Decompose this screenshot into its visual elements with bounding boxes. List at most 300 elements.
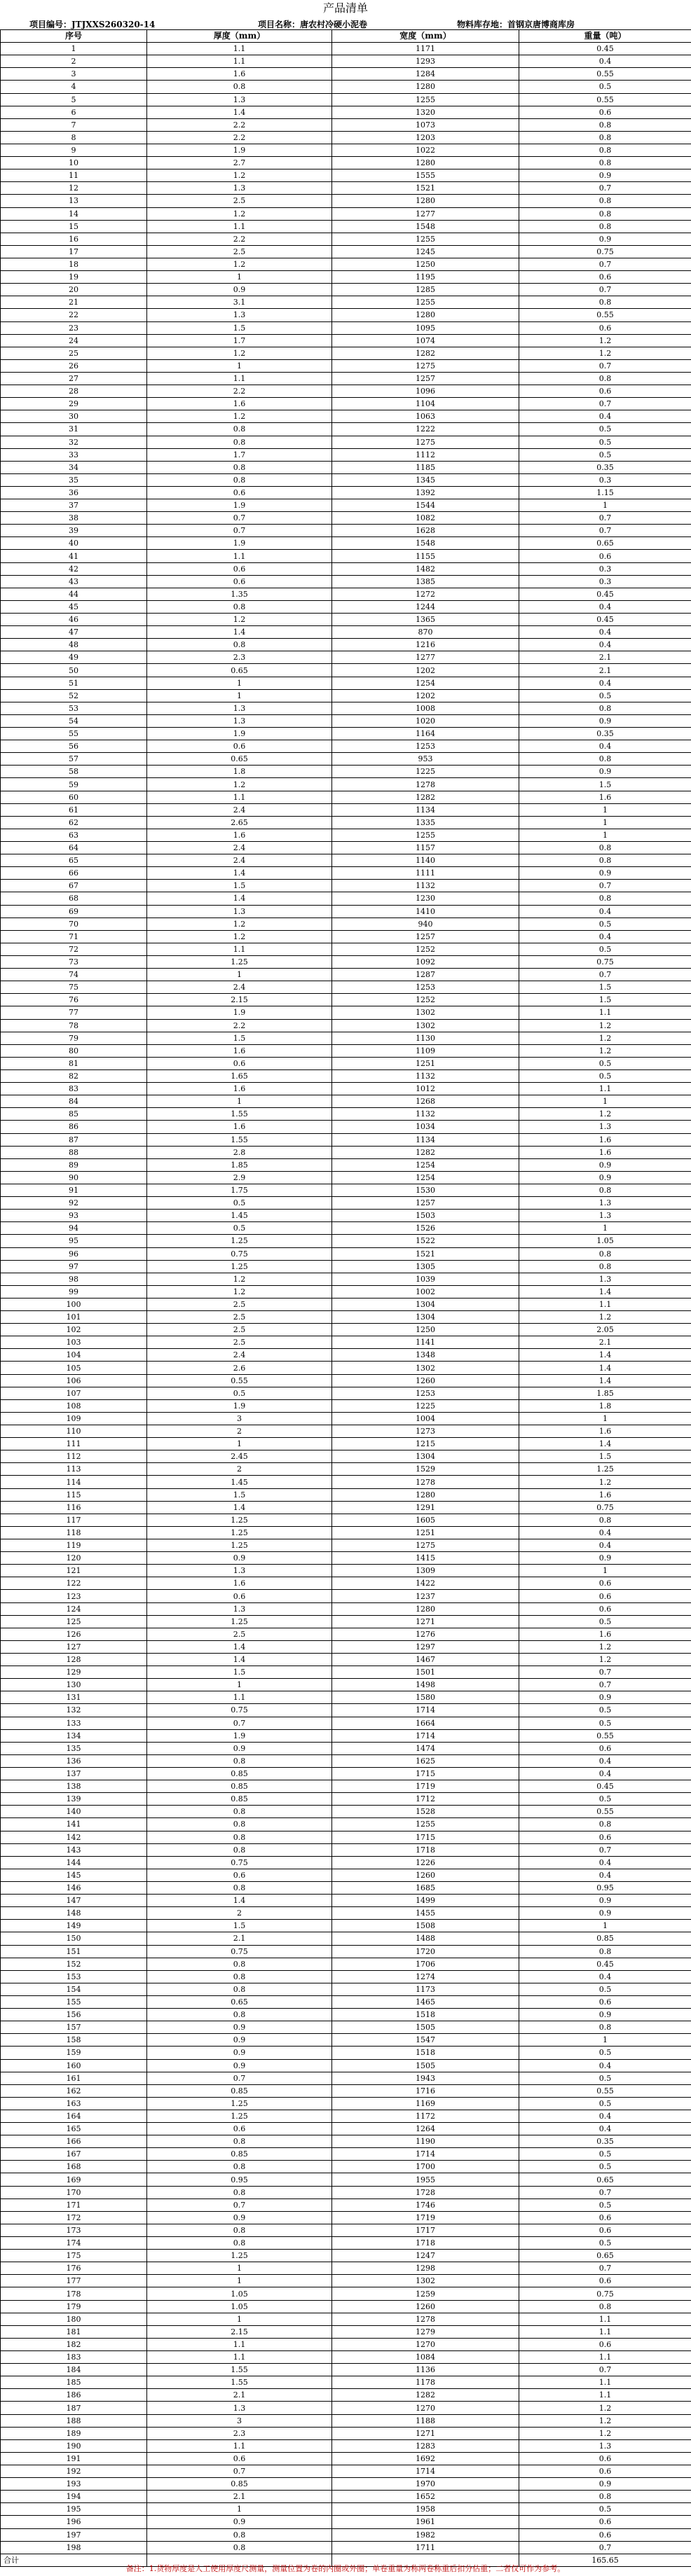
cell-width: 1082 <box>332 512 519 525</box>
cell-thickness: 1.2 <box>147 917 332 930</box>
table-row <box>1 2198 691 2211</box>
cell-weight: 0.9 <box>519 2478 691 2491</box>
cell-weight: 0.7 <box>519 1679 691 1691</box>
cell-width: 1270 <box>332 2338 519 2350</box>
cell-width: 1169 <box>332 2097 519 2110</box>
project-info-row <box>0 17 691 29</box>
cell-thickness: 1 <box>147 2503 332 2516</box>
cell-index: 193 <box>1 2478 147 2491</box>
cell-index: 62 <box>1 816 147 829</box>
cell-width: 1274 <box>332 1970 519 1983</box>
cell-width: 1284 <box>332 68 519 81</box>
cell-weight: 1.2 <box>519 2427 691 2439</box>
cell-thickness: 1.25 <box>147 955 332 968</box>
cell-weight: 1.2 <box>519 1108 691 1121</box>
cell-index: 111 <box>1 1438 147 1450</box>
cell-width: 1260 <box>332 2300 519 2313</box>
cell-width: 1465 <box>332 1995 519 2008</box>
cell-thickness: 0.85 <box>147 2148 332 2161</box>
table-row <box>1 81 691 93</box>
table-row <box>1 1552 691 1565</box>
cell-weight: 0.8 <box>519 220 691 233</box>
cell-weight: 0.6 <box>519 1831 691 1843</box>
cell-index: 197 <box>1 2528 147 2541</box>
cell-index: 189 <box>1 2427 147 2439</box>
cell-weight: 0.55 <box>519 2084 691 2097</box>
cell-thickness: 0.75 <box>147 1247 332 1260</box>
cell-width: 1172 <box>332 2110 519 2122</box>
table-row <box>1 2465 691 2478</box>
cell-index: 20 <box>1 284 147 296</box>
cell-thickness: 1.1 <box>147 372 332 385</box>
table-row <box>1 626 691 639</box>
cell-index: 155 <box>1 1995 147 2008</box>
cell-weight: 0.6 <box>519 271 691 284</box>
cell-width: 1955 <box>332 2173 519 2186</box>
cell-thickness: 0.8 <box>147 2528 332 2541</box>
cell-index: 81 <box>1 1057 147 1069</box>
cell-width: 1410 <box>332 905 519 917</box>
table-row <box>1 2287 691 2300</box>
cell-thickness: 0.65 <box>147 753 332 766</box>
cell-index: 71 <box>1 930 147 943</box>
cell-thickness: 0.9 <box>147 2211 332 2224</box>
table-row <box>1 321 691 334</box>
cell-width: 1720 <box>332 1945 519 1958</box>
cell-thickness: 0.7 <box>147 512 332 525</box>
cell-width: 1309 <box>332 1565 519 1577</box>
cell-index: 15 <box>1 220 147 233</box>
cell-weight: 0.6 <box>519 2275 691 2287</box>
table-row <box>1 2427 691 2439</box>
cell-weight: 1.1 <box>519 2351 691 2364</box>
cell-index: 56 <box>1 740 147 753</box>
cell-weight: 0.35 <box>519 461 691 473</box>
cell-index: 108 <box>1 1399 147 1412</box>
table-row <box>1 398 691 410</box>
table-row <box>1 1754 691 1767</box>
cell-index: 174 <box>1 2237 147 2250</box>
cell-width: 1104 <box>332 398 519 410</box>
cell-index: 161 <box>1 2072 147 2084</box>
cell-width: 1022 <box>332 144 519 156</box>
cell-thickness: 0.9 <box>147 2059 332 2072</box>
cell-weight: 0.5 <box>519 2503 691 2516</box>
cell-index: 112 <box>1 1450 147 1463</box>
cell-thickness: 1.5 <box>147 1032 332 1044</box>
cell-index: 147 <box>1 1895 147 1907</box>
cell-weight: 0.65 <box>519 2250 691 2262</box>
cell-thickness: 1.5 <box>147 1488 332 1501</box>
cell-weight: 0.7 <box>519 2186 691 2198</box>
table-row <box>1 43 691 55</box>
cell-index: 4 <box>1 81 147 93</box>
cell-thickness: 2.7 <box>147 157 332 169</box>
cell-thickness: 0.85 <box>147 1767 332 1780</box>
cell-weight: 0.55 <box>519 68 691 81</box>
cell-weight: 0.8 <box>519 854 691 867</box>
cell-thickness: 1.9 <box>147 1729 332 1742</box>
table-row <box>1 1108 691 1121</box>
cell-index: 177 <box>1 2275 147 2287</box>
cell-thickness: 1.1 <box>147 55 332 68</box>
cell-index: 169 <box>1 2173 147 2186</box>
cell-weight: 2.1 <box>519 651 691 664</box>
cell-thickness: 1.5 <box>147 880 332 892</box>
table-row <box>1 1970 691 1983</box>
cell-thickness: 1.3 <box>147 182 332 195</box>
cell-thickness: 2.45 <box>147 1450 332 1463</box>
cell-weight: 0.9 <box>519 867 691 880</box>
cell-thickness: 0.6 <box>147 1869 332 1881</box>
cell-weight: 2.05 <box>519 1324 691 1336</box>
cell-thickness: 2.4 <box>147 981 332 994</box>
total-weight: 165.65 <box>519 2554 691 2566</box>
table-row <box>1 867 691 880</box>
cell-thickness: 2.5 <box>147 1336 332 1349</box>
cell-index: 52 <box>1 689 147 702</box>
cell-index: 165 <box>1 2123 147 2135</box>
cell-index: 69 <box>1 905 147 917</box>
table-row <box>1 2148 691 2161</box>
cell-thickness: 1.9 <box>147 537 332 550</box>
cell-width: 1270 <box>332 2402 519 2414</box>
table-row <box>1 829 691 841</box>
cell-index: 10 <box>1 157 147 169</box>
table-row <box>1 1121 691 1133</box>
cell-width: 1278 <box>332 778 519 791</box>
table-row <box>1 2351 691 2364</box>
cell-width: 1251 <box>332 1526 519 1539</box>
cell-thickness: 1.35 <box>147 588 332 600</box>
cell-weight: 0.5 <box>519 2237 691 2250</box>
table-row <box>1 1399 691 1412</box>
cell-thickness: 2.9 <box>147 1171 332 1184</box>
table-row <box>1 2300 691 2313</box>
cell-index: 14 <box>1 207 147 220</box>
table-row <box>1 144 691 156</box>
cell-index: 124 <box>1 1602 147 1615</box>
table-row <box>1 1995 691 2008</box>
cell-weight: 0.9 <box>519 233 691 245</box>
cell-index: 113 <box>1 1463 147 1476</box>
cell-index: 77 <box>1 1006 147 1019</box>
cell-thickness: 1.1 <box>147 791 332 803</box>
cell-thickness: 2.1 <box>147 2491 332 2503</box>
cell-width: 1280 <box>332 81 519 93</box>
cell-width: 870 <box>332 626 519 639</box>
cell-width: 1277 <box>332 207 519 220</box>
cell-weight: 0.8 <box>519 2021 691 2034</box>
cell-width: 1488 <box>332 1932 519 1945</box>
cell-weight: 0.6 <box>519 385 691 398</box>
cell-index: 166 <box>1 2135 147 2148</box>
cell-index: 67 <box>1 880 147 892</box>
table-row <box>1 600 691 613</box>
cell-width: 1264 <box>332 2123 519 2135</box>
table-row <box>1 207 691 220</box>
cell-weight: 0.8 <box>519 131 691 144</box>
cell-thickness: 1.8 <box>147 766 332 778</box>
cell-thickness: 1.3 <box>147 93 332 106</box>
cell-index: 29 <box>1 398 147 410</box>
cell-thickness: 0.8 <box>147 2009 332 2021</box>
cell-width: 1255 <box>332 233 519 245</box>
cell-index: 168 <box>1 2161 147 2173</box>
cell-weight: 0.45 <box>519 43 691 55</box>
cell-thickness: 1 <box>147 271 332 284</box>
cell-width: 1132 <box>332 880 519 892</box>
cell-width: 1530 <box>332 1184 519 1196</box>
cell-weight: 1.2 <box>519 1640 691 1653</box>
table-row <box>1 1958 691 1970</box>
cell-weight: 0.9 <box>519 169 691 182</box>
cell-thickness: 1.9 <box>147 499 332 512</box>
cell-thickness: 1.3 <box>147 702 332 714</box>
cell-width: 1202 <box>332 664 519 677</box>
cell-width: 1715 <box>332 1831 519 1843</box>
table-row <box>1 461 691 473</box>
cell-index: 91 <box>1 1184 147 1196</box>
table-row <box>1 1095 691 1108</box>
cell-weight: 0.9 <box>519 2009 691 2021</box>
cell-thickness: 1.3 <box>147 1565 332 1577</box>
table-row <box>1 220 691 233</box>
cell-weight: 1 <box>519 499 691 512</box>
table-row <box>1 296 691 309</box>
cell-width: 1173 <box>332 1983 519 1995</box>
cell-thickness: 1.75 <box>147 1184 332 1196</box>
cell-index: 106 <box>1 1374 147 1387</box>
header-weight: 重量（吨） <box>519 30 691 43</box>
cell-index: 116 <box>1 1501 147 1514</box>
cell-weight: 0.7 <box>519 969 691 981</box>
cell-thickness: 1 <box>147 359 332 372</box>
cell-thickness: 1.5 <box>147 321 332 334</box>
cell-weight: 0.4 <box>519 1869 691 1881</box>
cell-width: 1518 <box>332 2047 519 2059</box>
table-row <box>1 2224 691 2236</box>
table-row <box>1 766 691 778</box>
cell-width: 1278 <box>332 1476 519 1488</box>
table-row <box>1 1069 691 1082</box>
table-row <box>1 1831 691 1843</box>
cell-thickness: 0.6 <box>147 740 332 753</box>
cell-thickness: 0.5 <box>147 1222 332 1235</box>
table-row <box>1 486 691 499</box>
cell-width: 1185 <box>332 461 519 473</box>
total-label: 合计 <box>1 2554 147 2566</box>
cell-index: 32 <box>1 436 147 448</box>
cell-width: 1505 <box>332 2059 519 2072</box>
table-row <box>1 917 691 930</box>
cell-thickness: 1.6 <box>147 829 332 841</box>
cell-index: 88 <box>1 1146 147 1158</box>
cell-thickness: 2 <box>147 1907 332 1920</box>
cell-weight: 0.6 <box>519 1590 691 1602</box>
table-row <box>1 1032 691 1044</box>
table-row <box>1 2021 691 2034</box>
cell-thickness: 1.2 <box>147 1273 332 1285</box>
cell-weight: 1.4 <box>519 1374 691 1387</box>
cell-weight: 0.7 <box>519 182 691 195</box>
cell-thickness: 0.9 <box>147 1742 332 1754</box>
table-row <box>1 1907 691 1920</box>
cell-weight: 1.2 <box>519 347 691 359</box>
cell-thickness: 1.5 <box>147 1920 332 1932</box>
cell-weight: 0.7 <box>519 525 691 537</box>
cell-weight: 0.9 <box>519 1158 691 1171</box>
cell-thickness: 1.25 <box>147 1260 332 1273</box>
cell-thickness: 0.7 <box>147 525 332 537</box>
cell-weight: 0.4 <box>519 1539 691 1552</box>
cell-thickness: 0.6 <box>147 1057 332 1069</box>
cell-width: 1712 <box>332 1793 519 1806</box>
table-row <box>1 1438 691 1450</box>
cell-weight: 0.75 <box>519 2287 691 2300</box>
cell-weight: 0.7 <box>519 2262 691 2275</box>
table-row <box>1 1006 691 1019</box>
cell-width: 1521 <box>332 1247 519 1260</box>
cell-width: 1255 <box>332 93 519 106</box>
cell-index: 44 <box>1 588 147 600</box>
cell-width: 1320 <box>332 106 519 118</box>
cell-index: 125 <box>1 1615 147 1628</box>
cell-thickness: 1.6 <box>147 1044 332 1057</box>
cell-weight: 0.8 <box>519 1184 691 1196</box>
table-row <box>1 512 691 525</box>
cell-index: 53 <box>1 702 147 714</box>
cell-index: 1 <box>1 43 147 55</box>
cell-thickness: 2.5 <box>147 1628 332 1640</box>
cell-weight: 0.4 <box>519 1856 691 1869</box>
cell-thickness: 1.3 <box>147 905 332 917</box>
cell-index: 57 <box>1 753 147 766</box>
cell-weight: 0.5 <box>519 1793 691 1806</box>
cell-index: 12 <box>1 182 147 195</box>
table-row <box>1 1577 691 1590</box>
cell-index: 128 <box>1 1654 147 1666</box>
cell-thickness: 1.25 <box>147 2097 332 2110</box>
cell-thickness: 1.1 <box>147 43 332 55</box>
cell-thickness: 1.4 <box>147 1640 332 1653</box>
cell-index: 8 <box>1 131 147 144</box>
cell-width: 1247 <box>332 2250 519 2262</box>
cell-thickness: 0.85 <box>147 1793 332 1806</box>
cell-thickness: 1.9 <box>147 728 332 740</box>
cell-weight: 0.8 <box>519 1818 691 1831</box>
cell-thickness: 1 <box>147 689 332 702</box>
cell-weight: 0.55 <box>519 1806 691 1818</box>
cell-thickness: 1.6 <box>147 1083 332 1095</box>
table-row <box>1 423 691 436</box>
cell-thickness: 1.25 <box>147 1539 332 1552</box>
cell-width: 1073 <box>332 118 519 131</box>
cell-width: 1230 <box>332 892 519 905</box>
cell-width: 1958 <box>332 2503 519 2516</box>
cell-width: 1280 <box>332 157 519 169</box>
table-header-row <box>1 30 691 43</box>
cell-weight: 0.65 <box>519 2173 691 2186</box>
table-row <box>1 728 691 740</box>
cell-width: 1297 <box>332 1640 519 1653</box>
cell-index: 11 <box>1 169 147 182</box>
cell-index: 140 <box>1 1806 147 1818</box>
cell-width: 1728 <box>332 2186 519 2198</box>
cell-thickness: 1.5 <box>147 1666 332 1679</box>
remarks-note: 备注：1.货物厚度是人工使用厚度尺测量，测量位置为卷的内圈或外圈；单卷重量为称两卷称重后扣分估重；二者仅可作为参考。 <box>125 2564 566 2573</box>
cell-weight: 0.35 <box>519 728 691 740</box>
cell-index: 54 <box>1 714 147 727</box>
cell-index: 127 <box>1 1640 147 1653</box>
cell-thickness: 0.9 <box>147 2047 332 2059</box>
table-row <box>1 1210 691 1222</box>
cell-width: 1548 <box>332 220 519 233</box>
cell-thickness: 1.2 <box>147 258 332 270</box>
cell-weight: 0.3 <box>519 562 691 575</box>
cell-thickness: 2.5 <box>147 1324 332 1336</box>
cell-width: 1711 <box>332 2541 519 2554</box>
cell-width: 1215 <box>332 1438 519 1450</box>
cell-thickness: 1.1 <box>147 220 332 233</box>
cell-index: 104 <box>1 1349 147 1362</box>
cell-index: 80 <box>1 1044 147 1057</box>
cell-index: 45 <box>1 600 147 613</box>
cell-width: 1548 <box>332 537 519 550</box>
cell-weight: 1.2 <box>519 334 691 347</box>
cell-weight: 0.8 <box>519 2300 691 2313</box>
cell-width: 1719 <box>332 1780 519 1793</box>
cell-thickness: 1.4 <box>147 867 332 880</box>
cell-index: 93 <box>1 1210 147 1222</box>
cell-weight: 0.4 <box>519 626 691 639</box>
cell-thickness: 2.15 <box>147 994 332 1006</box>
cell-index: 13 <box>1 195 147 207</box>
table-row <box>1 1691 691 1704</box>
table-row <box>1 614 691 626</box>
cell-width: 1282 <box>332 1146 519 1158</box>
cell-width: 1095 <box>332 321 519 334</box>
cell-index: 175 <box>1 2250 147 2262</box>
cell-thickness: 2.6 <box>147 1362 332 1374</box>
cell-width: 1132 <box>332 1108 519 1121</box>
cell-weight: 1.5 <box>519 994 691 1006</box>
cell-index: 90 <box>1 1171 147 1184</box>
cell-thickness: 0.75 <box>147 1856 332 1869</box>
table-row <box>1 930 691 943</box>
cell-thickness: 1.6 <box>147 398 332 410</box>
cell-index: 30 <box>1 410 147 423</box>
cell-width: 1092 <box>332 955 519 968</box>
table-row <box>1 1349 691 1362</box>
table-row <box>1 499 691 512</box>
cell-width: 1276 <box>332 1628 519 1640</box>
table-row <box>1 994 691 1006</box>
cell-thickness: 0.8 <box>147 1843 332 1856</box>
cell-width: 1625 <box>332 1754 519 1767</box>
cell-weight: 0.35 <box>519 2135 691 2148</box>
cell-weight: 0.4 <box>519 1754 691 1767</box>
cell-index: 151 <box>1 1945 147 1958</box>
cell-thickness: 1.2 <box>147 614 332 626</box>
table-row <box>1 2516 691 2528</box>
table-row <box>1 1869 691 1881</box>
cell-width: 1188 <box>332 2414 519 2427</box>
cell-weight: 0.4 <box>519 677 691 689</box>
cell-weight: 0.8 <box>519 157 691 169</box>
cell-thickness: 2.2 <box>147 131 332 144</box>
table-row <box>1 1717 691 1729</box>
